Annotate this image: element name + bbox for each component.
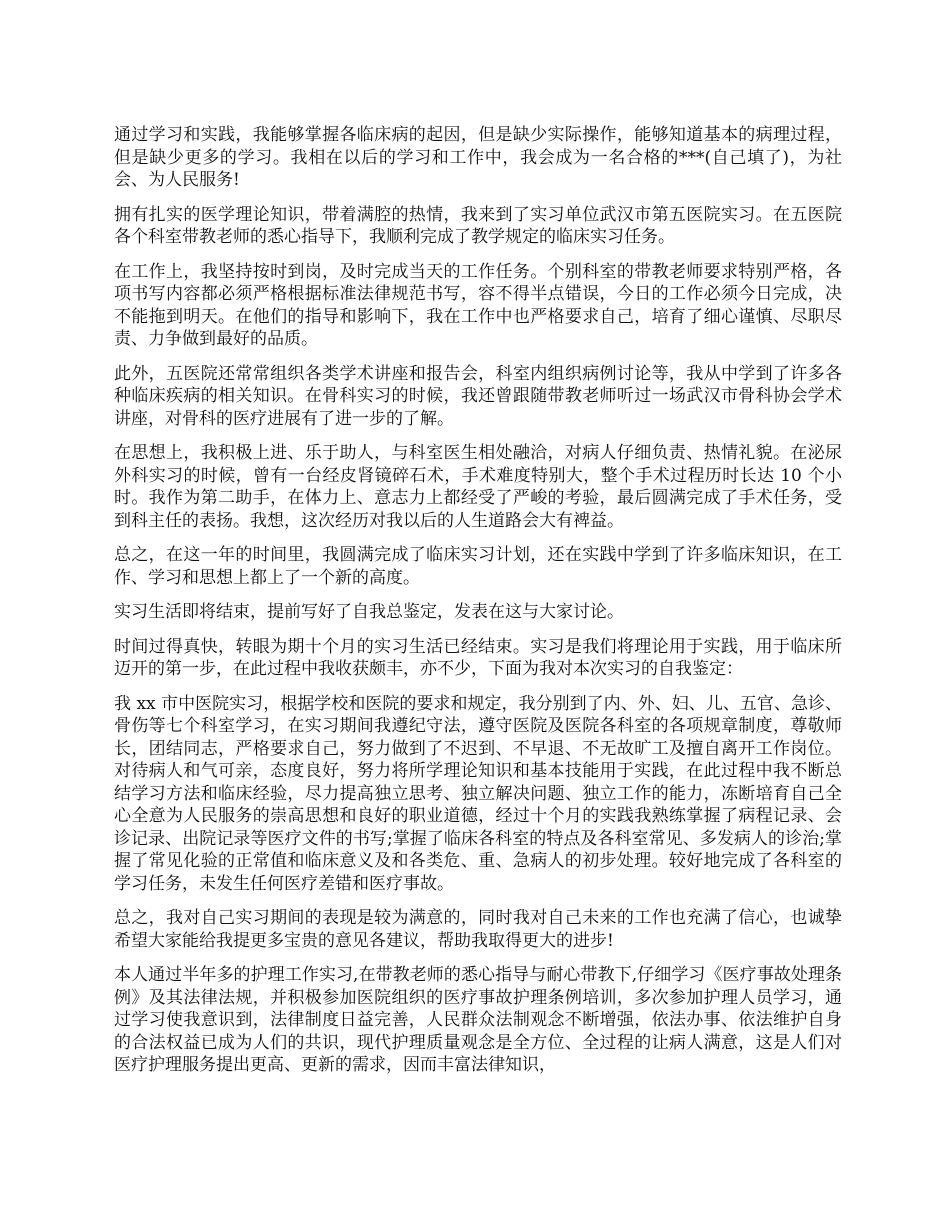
paragraph-3: 在工作上，我坚持按时到岗，及时完成当天的工作任务。个别科室的带教老师要求特别严格，各项书写内容都必须严格根据标准法律规范书写，容不得半点错误，今日的工作必须今日完成，决不能拖到明天。在他们的指导和影响下，我在工作中也严格要求自己，培育了细心谨慎、尽职尽责、力争做到最好的品质。 (114, 261, 842, 349)
paragraph-7: 实习生活即将结束，提前写好了自我总鉴定，发表在这与大家讨论。 (114, 602, 624, 622)
paragraph-8: 时间过得真快，转眼为期十个月的实习生活已经结束。实习是我们将理论用于实践，用于临床所迈开的第一步，在此过程中我收获颇丰，亦不少，下面为我对本次实习的自我鉴定： (114, 636, 842, 679)
paragraph-4: 此外，五医院还常常组织各类学术讲座和报告会，科室内组织病例讨论等，我从中学到了许多各种临床疾病的相关知识。在骨科实习的时候，我还曾跟随带教老师听过一场武汉市骨科协会学术讲座，对骨科的医疗进展有了进一步的了解。 (114, 363, 842, 429)
paragraph-11: 本人通过半年多的护理工作实习,在带教老师的悉心指导与耐心带教下,仔细学习《医疗事故处理条例》及其法律法规，并积极参加医院组织的医疗事故护理条例培训，多次参加护理人员学习，通过学习使我意识到，法律制度日益完善，人民群众法制观念不断增强，依法办事、依法维护自身的合法权益已成为人们的共识，现代护理质量观念是全方位、全过程的让病人满意，这是人们对医疗护理服务提出更高、更新的需求，因而丰富法律知识， (114, 965, 842, 1075)
paragraph-9: 我 xx 市中医院实习，根据学校和医院的要求和规定，我分别到了内、外、妇、儿、五官、急诊、骨伤等七个科室学习，在实习期间我遵纪守法，遵守医院及医院各科室的各项规章制度，尊敬师长，团结同志，严格要求自己，努力做到了不迟到、不早退、不无故旷工及擅自离开工作岗位。对待病人和气可亲，态度良好，努力将所学理论知识和基本技能用于实践，在此过程中我不断总结学习方法和临床经验，尽力提高独立思考、独立解决问题、独立工作的能力，冻断培育自己全心全意为人民服务的崇高思想和良好的职业道德，经过十个月的实践我熟练掌握了病程记录、会诊记录、出院记录等医疗文件的书写;掌握了临床各科室的特点及各科室常见、多发病人的诊治;掌握了常见化验的正常值和临床意义及和各类危、重、急病人的初步处理。较好地完成了各科室的学习任务，未发生任何医疗差错和医疗事故。 (114, 693, 843, 894)
document-body (114, 124, 842, 1089)
paragraph-10: 总之，我对自己实习期间的表现是较为满意的，同时我对自己未来的工作也充满了信心，也诚挚希望大家能给我提更多宝贵的意见各建议，帮助我取得更大的进步! (114, 908, 842, 951)
paragraph-5: 在思想上，我积极上进、乐于助人，与科室医生相处融洽，对病人仔细负责、热情礼貌。在泌尿外科实习的时候，曾有一台经皮肾镜碎石术，手术难度特别大，整个手术过程历时长达 10 个小时。我作为第二助手，在体力上、意志力上都经受了严峻的考验，最后圆满完成了手术任务，受到科主任的表扬。我想，这次经历对我以后的人生道路会大有裨益。 (114, 443, 842, 531)
paragraph-1: 通过学习和实践，我能够掌握各临床病的起因，但是缺少实际操作，能够知道基本的病理过程，但是缺少更多的学习。我相在以后的学习和工作中，我会成为一名合格的***(自己填了)，为社会、为人民服务! (114, 125, 842, 190)
paragraph-6: 总之，在这一年的时间里，我圆满完成了临床实习计划，还在实践中学到了许多临床知识，在工作、学习和思想上都上了一个新的高度。 (114, 545, 842, 588)
paragraph-2: 拥有扎实的医学理论知识，带着满腔的热情，我来到了实习单位武汉市第五医院实习。在五医院各个科室带教老师的悉心指导下，我顺利完成了教学规定的临床实习任务。 (114, 204, 842, 247)
